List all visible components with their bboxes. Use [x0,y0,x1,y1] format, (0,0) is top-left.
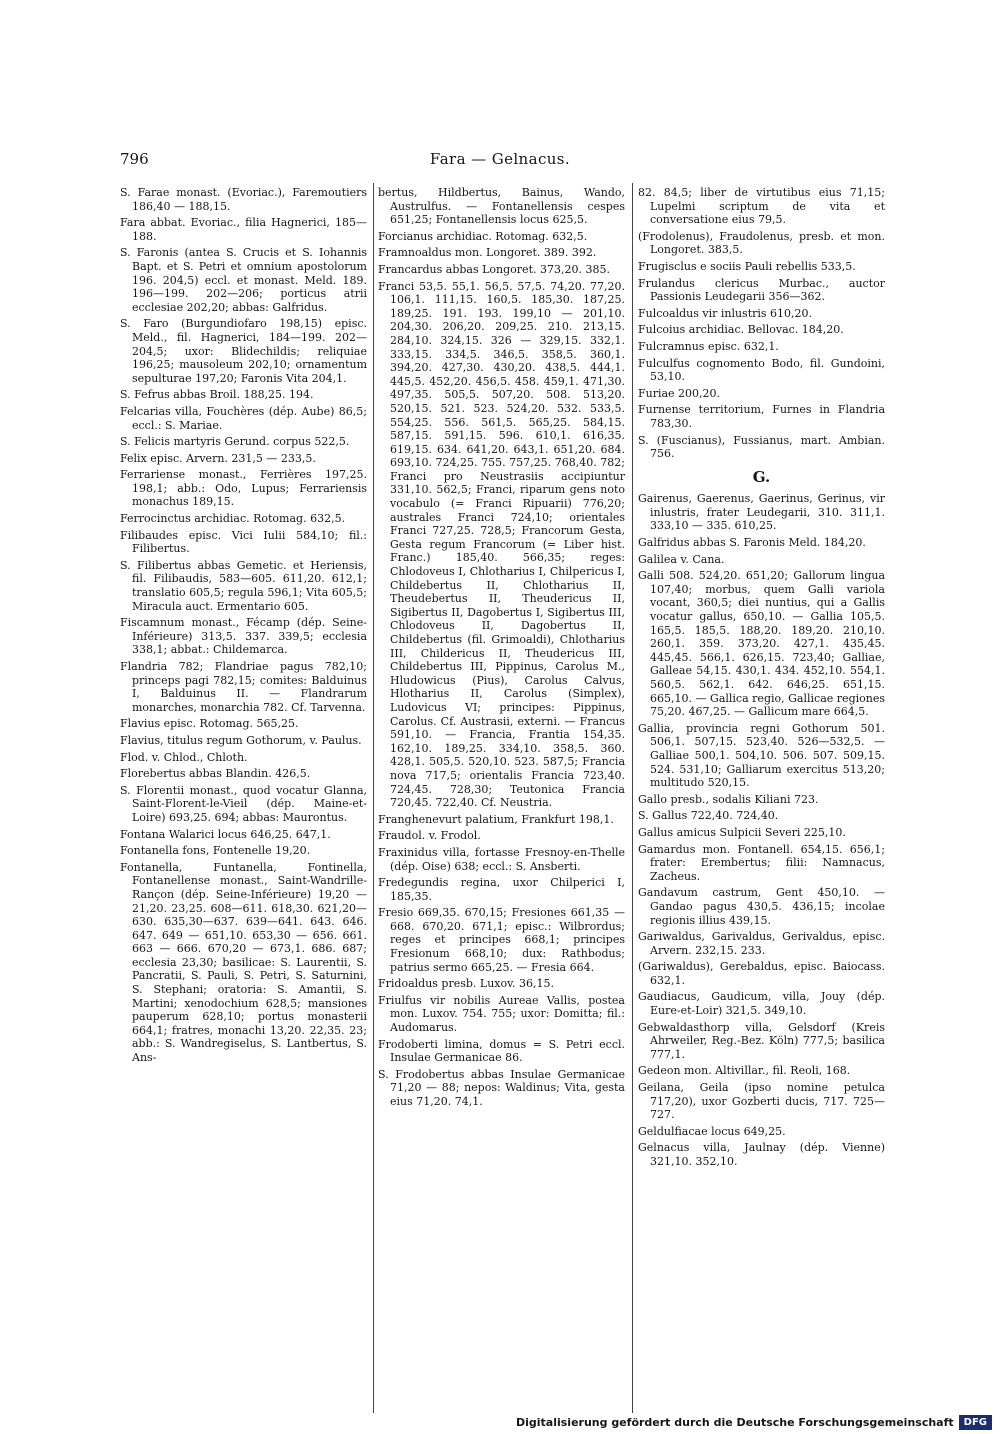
index-entry: Franghenevurt palatium, Frankfurt 198,1. [378,812,614,826]
index-entry: (Gariwaldus), Gerebaldus, episc. Baiocass. 632,1. [638,960,885,987]
index-entry: Fresio 669,35. 670,15; Fresiones 661,35 —668. 670,20. 671,1; episc.: Wilbrordus; reges et principes 668,1; principes Fresionum 668,10; dux: Rathbodus; patrius sermo 665,25. — Fresia 664. [378,906,625,974]
index-entry: Gandavum castrum, Gent 450,10. — Gandao pagus 430,5. 436,15; incolae regionis illius 439,15. [638,886,885,927]
index-entry: Framnoaldus mon. Longoret. 389. 392. [378,246,597,260]
section-heading-letter: G. [752,467,771,486]
index-entry: S. Frodobertus abbas Insulae Germanicae 71,20 — 88; nepos: Waldinus; Vita, gesta eius 71,20. 74,1. [378,1067,625,1108]
index-column-3 [638,186,885,1396]
index-entry: Gedeon mon. Altivillar., fil. Reoli, 168. [638,1064,851,1078]
index-entry: Ferrocinctus archidiac. Rotomag. 632,5. [120,512,346,526]
index-entry: Fontana Walarici locus 646,25. 647,1. [120,827,331,841]
index-entry: S. Gallus 722,40. 724,40. [638,809,779,823]
index-entry: Forcianus archidiac. Rotomag. 632,5. [378,229,588,243]
index-entry: Frodoberti limina, domus = S. Petri eccl. Insulae Germanicae 86. [378,1037,625,1065]
index-entry: Gelnacus villa, Jaulnay (dép. Vienne) 321,10. 352,10. [638,1141,885,1168]
index-entry: Fulcoius archidiac. Bellovac. 184,20. [638,323,844,337]
index-entry: Ferrariense monast., Ferrières 197,25. 198,1; abb.: Odo, Lupus; Ferrariensis monachus 189,15. [120,468,367,509]
index-entry: Fridoaldus presb. Luxov. 36,15. [378,977,555,991]
index-entry: Fontanella, Funtanella, Fontinella, Fontanellense monast., Saint-Wandrille-Rançon (dép. Seine-Inférieure) 19,20 — 21,20. 23,25. 608—611. 618,30. 621,20—630. 635,30—637. 639—641. 643. 646. 647. 649 — 651,10. 653,30 — 656. 661. 663 — 666. 670,20 — 673,1. 686. 687; ecclesia 23,30; basilicae: S. Laurentii, S. Pancratii, S. Pauli, S. Petri, S. Saturnini, S. Stephani; oratoria: S. Amantii, S. Martini; xenodochium 628,5; mansiones pauperum 628,10; portus monasterii 664,1; fratres, monachi 13,20. 22,35. 23; abb.: S. Wandregiselus, S. Lantbertus, S. Ans- [120,860,367,1065]
index-entry: Fulculfus cognomento Bodo, fil. Gundoini, 53,10. [638,356,885,384]
column-separator [632,183,633,1413]
index-entry: Felcarias villa, Fouchères (dép. Aube) 86,5; eccl.: S. Mariae. [120,404,367,432]
index-entry: Fredegundis regina, uxor Chilperici I, 185,35. [378,876,625,903]
page-header [118,150,882,174]
column-separator [373,183,374,1413]
page-footer [516,1415,992,1430]
dfg-logo: DFG [959,1415,992,1430]
index-entry: S. Florentii monast., quod vocatur Glanna, Saint-Florent-le-Vieil (dép. Maine-et-Loire) 693,25. 694; abbas: Maurontus. [120,783,367,824]
index-entry: Furnense territorium, Furnes in Flandria 783,30. [638,403,885,430]
index-entry: Geldulfiacae locus 649,25. [638,1124,786,1138]
index-entry: S. Felicis martyris Gerund. corpus 522,5. [120,435,350,449]
index-entry: Flavius episc. Rotomag. 565,25. [120,717,299,731]
running-title: Fara — Gelnacus. [429,150,571,168]
index-entry: Fraxinidus villa, fortasse Fresnoy-en-Thelle (dép. Oise) 638; eccl.: S. Ansberti. [378,845,625,873]
index-entry: S. Filibertus abbas Gemetic. et Heriensis, fil. Filibaudis, 583—605. 611,20. 612,1; translatio 605,5; regula 596,1; Vita 605,5; Miracula auct. Ermentario 605. [120,558,367,613]
index-entry: Francardus abbas Longoret. 373,20. 385. [378,262,610,276]
index-column-1 [120,186,367,1396]
index-entry: (Frodolenus), Fraudolenus, presb. et mon. Longoret. 383,5. [638,229,885,257]
index-entry: Fiscamnum monast., Fécamp (dép. Seine-Inférieure) 313,5. 337. 339,5; ecclesia 338,1; abbat.: Childemarca. [120,616,367,657]
index-entry: Frugisclus e sociis Pauli rebellis 533,5. [638,259,856,273]
index-entry: S. Faro (Burgundiofaro 198,15) episc. Meld., fil. Hagnerici, 184—199. 202—204,5; uxor: Blidechildis; reliquiae 196,25; mausoleum 202,10; ornamentum sepulturae 197,20; Faronis Vita 204,1. [120,317,367,385]
index-entry: S. Faronis (antea S. Crucis et S. Iohannis Bapt. et S. Petri et omnium apostolorum 196. 204,5) eccl. et monast. Meld. 189. 196—199. 202—206; porticus atrii ecclesiae 202,20; abbas: Galfridus. [120,246,367,314]
index-entry: Florebertus abbas Blandin. 426,5. [120,767,311,781]
index-entry: Fraudol. v. Frodol. [378,829,481,843]
index-entry: Gariwaldus, Garivaldus, Gerivaldus, episc. Arvern. 232,15. 233. [638,930,885,957]
index-entry: Fara abbat. Evoriac., filia Hagnerici, 185—188. [120,216,367,243]
index-entry: Gallo presb., sodalis Kiliani 723. [638,792,819,806]
index-entry: Friulfus vir nobilis Aureae Vallis, postea mon. Luxov. 754. 755; uxor: Domitta; fil.: Audomarus. [378,993,625,1035]
index-entry: 82. 84,5; liber de virtutibus eius 71,15; Lupelmi scriptum de vita et conversatione eius 79,5. [638,186,885,227]
index-entry: Galilea v. Cana. [638,552,725,566]
index-entry: Fontanella fons, Fontenelle 19,20. [120,844,311,858]
index-entry: Galli 508. 524,20. 651,20; Gallorum lingua 107,40; morbus, quem Galli variola vocant, 360,5; diei nuntius, qui a Gallis vocatur gallus, 650,10. — Gallia 105,5. 165,5. 185,5. 188,20. 189,20. 210,10. 260,1. 359. 373,20. 427,1. 435,45. 445,45. 566,1. 626,15. 723,40; Galliae, Galleae 54,15. 430,1. 434. 452,10. 554,1. 560,5. 562,1. 642. 646,25. 651,15. 665,10. — Gallica regio, Gallicae regiones 75,20. 467,25. — Gallicum mare 664,5. [638,569,885,719]
index-entry: Galfridus abbas S. Faronis Meld. 184,20. [638,536,866,550]
index-entry: Geilana, Geila (ipso nomine petulca 717,20), uxor Gozberti ducis, 717. 725—727. [638,1081,885,1122]
index-entry: Flod. v. Chlod., Chloth. [120,750,248,764]
index-entry: Franci 53,5. 55,1. 56,5. 57,5. 74,20. 77,20. 106,1. 111,15. 160,5. 185,30. 187,25. 189,25. 191. 193. 199,10 — 201,10. 204,30. 206,20. 209,25. 210. 213,15. 284,10. 324,15. 326 — 329,15. 332,1. 333,15. 334,5. 346,5. 358,5. 360,1. 394,20. 427,30. 430,20. 438,5. 444,1. 445,5. 452,20. 456,5. 458. 459,1. 471,30. 497,35. 505,5. 507,20. 508. 513,20. 520,15. 521. 523. 524,20. 532. 533,5. 554,25. 556. 561,5. 565,25. 584,15. 587,15. 591,15. 596. 610,1. 616,35. 619,15. 634. 641,20. 643,1. 651,20. 684. 693,10. 724,25. 755. 757,25. 768,40. 782; Franci pro Neustrasiis accipiuntur 331,10. 562,5; Franci, riparum gens noto vocabulo (= Franci Ripuarii) 776,20; australes Franci 724,10; orientales Franci 727,25. 728,5; Francorum Gesta, Gesta regum Francorum (= Liber hist. Franc.) 185,40. 566,35; reges: Chlodoveus I, Chlotharius I, Chilpericus I, Childebertus II, Chlotharius II, Theudebertus II, Theudericus II, Sigibertus II, Dagobertus I, Sigibertus III, Chlodoveus II, Dagobertus II, Childebertus (fil. Grimoaldi), Chlotharius III, Childericus II, Theudericus III, Childebertus III, Pippinus, Carolus M., Hludowicus (Pius), Carolus Calvus, Hlotharius II, Carolus (Simplex), Ludovicus VI; principes: Pippinus, Carolus. Cf. Austrasii, externi. — Francus 591,10. — Francia, Frantia 154,35. 162,10. 189,25. 334,10. 358,5. 360. 428,1. 505,5. 520,10. 523. 587,5; Francia nova 717,5; orientalis Francia 723,40. 724,45. 728,30; Teutonica Francia 720,45. 722,40. Cf. Neustria. [378,279,625,810]
index-entry: S. Fefrus abbas Broil. 188,25. 194. [120,388,314,402]
index-entry: Filibaudes episc. Vici Iulii 584,10; fil.: Filibertus. [120,528,367,556]
index-entry: Flandria 782; Flandriae pagus 782,10; princeps pagi 782,15; comites: Balduinus I, Balduinus II. — Flandrarum monarches, monarchia 782. Cf. Tarvenna. [120,660,367,714]
index-column-2 [378,186,625,1396]
index-entry: S. Farae monast. (Evoriac.), Faremoutiers 186,40 — 188,15. [120,186,367,213]
index-entry: S. (Fuscianus), Fussianus, mart. Ambian. 756. [638,433,885,461]
index-entry: Fulcramnus episc. 632,1. [638,339,779,353]
index-entry: Flavius, titulus regum Gothorum, v. Paulus. [120,733,362,747]
index-entry: Gamardus mon. Fontanell. 654,15. 656,1; frater: Erembertus; filii: Namnacus, Zacheus. [638,842,885,883]
footer-credit: Digitalisierung gefördert durch die Deutsche Forschungsgemeinschaft [515,1416,954,1429]
index-entry: Felix episc. Arvern. 231,5 — 233,5. [120,451,316,465]
index-entry: Frulandus clericus Murbac., auctor Passionis Leudegarii 356—362. [638,276,885,304]
page-number: 796 [120,150,149,168]
index-entry: Gebwaldasthorp villa, Gelsdorf (Kreis Ahrweiler, Reg.-Bez. Köln) 777,5; basilica 777,1. [638,1020,885,1061]
index-entry: Fulcoaldus vir inlustris 610,20. [638,306,813,320]
index-entry: bertus, Hildbertus, Bainus, Wando, Austrulfus. — Fontanellensis cespes 651,25; Fontanellensis locus 625,5. [378,186,625,227]
index-entry: Gairenus, Gaerenus, Gaerinus, Gerinus, vir inlustris, frater Leudegarii, 310. 311,1. 333,10 — 335. 610,25. [638,492,885,533]
index-entry: Gallus amicus Sulpicii Severi 225,10. [638,825,846,839]
index-entry: Gallia, provincia regni Gothorum 501. 506,1. 507,15. 523,40. 526—532,5. — Galliae 500,1. 504,10. 506. 507. 509,15. 524. 531,10; Galliarum exercitus 513,20; multitudo 520,15. [638,721,885,790]
index-entry: Gaudiacus, Gaudicum, villa, Jouy (dép. Eure-et-Loir) 321,5. 349,10. [638,990,885,1018]
index-entry: Furiae 200,20. [638,386,721,400]
